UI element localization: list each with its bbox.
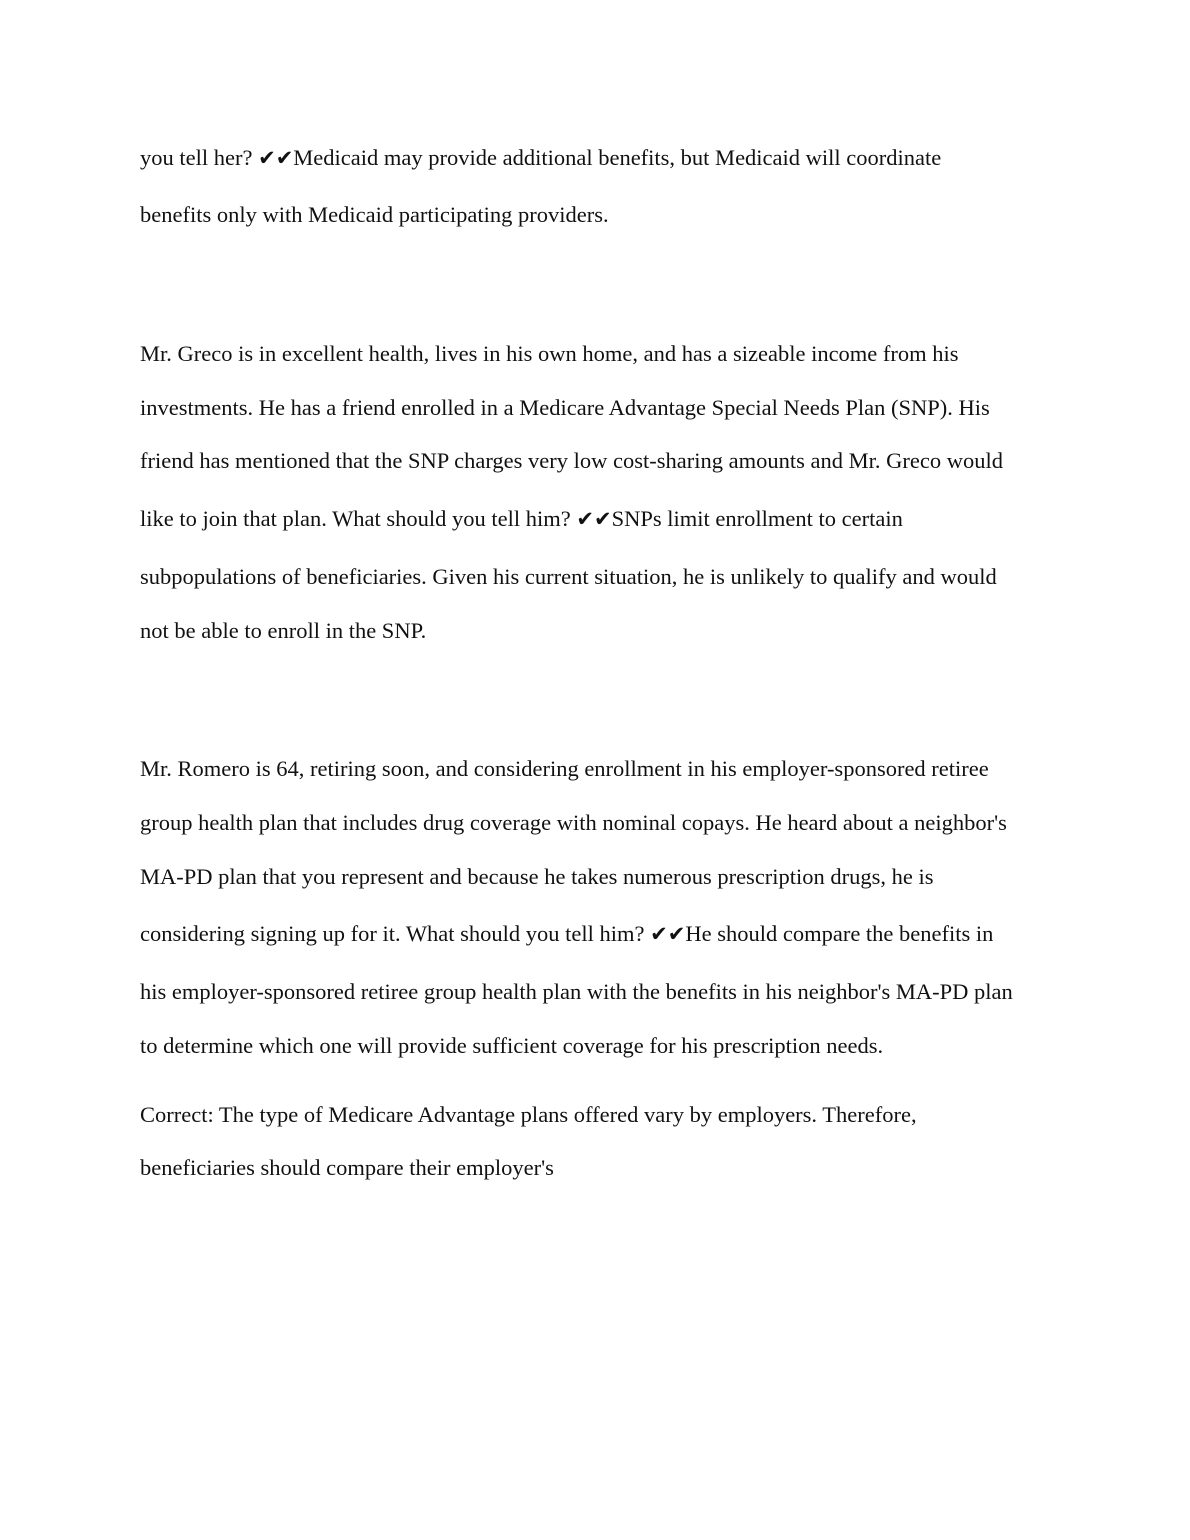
text-fragment: like to join that plan. What should you tell him? — [140, 506, 577, 531]
paragraph-line: friend has mentioned that the SNP charges very low cost-sharing amounts and Mr. Greco would — [140, 448, 1003, 473]
double-check-icon: ✔✔ — [576, 507, 612, 531]
paragraph-line: beneficiaries should compare their employer's — [140, 1155, 554, 1180]
paragraph-line: benefits only with Medicaid participating providers. — [140, 202, 609, 227]
paragraph-line: Mr. Greco is in excellent health, lives in his own home, and has a sizeable income from his — [140, 341, 959, 366]
text-fragment: you tell her? — [140, 145, 259, 170]
double-check-icon: ✔✔ — [650, 922, 686, 946]
paragraph-line: MA-PD plan that you represent and because he takes numerous prescription drugs, he is — [140, 864, 934, 889]
paragraph-line: subpopulations of beneficiaries. Given his current situation, he is unlikely to qualify and would — [140, 564, 997, 589]
answer-text: Medicaid may provide additional benefits, but Medicaid will coordinate — [293, 145, 942, 170]
paragraph-line — [140, 920, 993, 948]
text-fragment: considering signing up for it. What should you tell him? — [140, 921, 651, 946]
paragraph-line: Mr. Romero is 64, retiring soon, and considering enrollment in his employer-sponsored retiree — [140, 756, 989, 781]
answer-text: He should compare the benefits in — [685, 921, 994, 946]
paragraph-line: his employer-sponsored retiree group health plan with the benefits in his neighbor's MA-PD plan — [140, 979, 1013, 1004]
double-check-icon: ✔✔ — [258, 146, 294, 170]
paragraph-line: to determine which one will provide sufficient coverage for his prescription needs. — [140, 1033, 884, 1058]
paragraph-line — [140, 505, 903, 533]
paragraph-line: group health plan that includes drug coverage with nominal copays. He heard about a neighbor's — [140, 810, 1007, 835]
paragraph-line: Correct: The type of Medicare Advantage plans offered vary by employers. Therefore, — [140, 1102, 917, 1127]
paragraph-line: investments. He has a friend enrolled in a Medicare Advantage Special Needs Plan (SNP). His — [140, 395, 990, 420]
paragraph-line — [140, 144, 941, 172]
answer-text: SNPs limit enrollment to certain — [611, 506, 903, 531]
paragraph-line: not be able to enroll in the SNP. — [140, 618, 427, 643]
